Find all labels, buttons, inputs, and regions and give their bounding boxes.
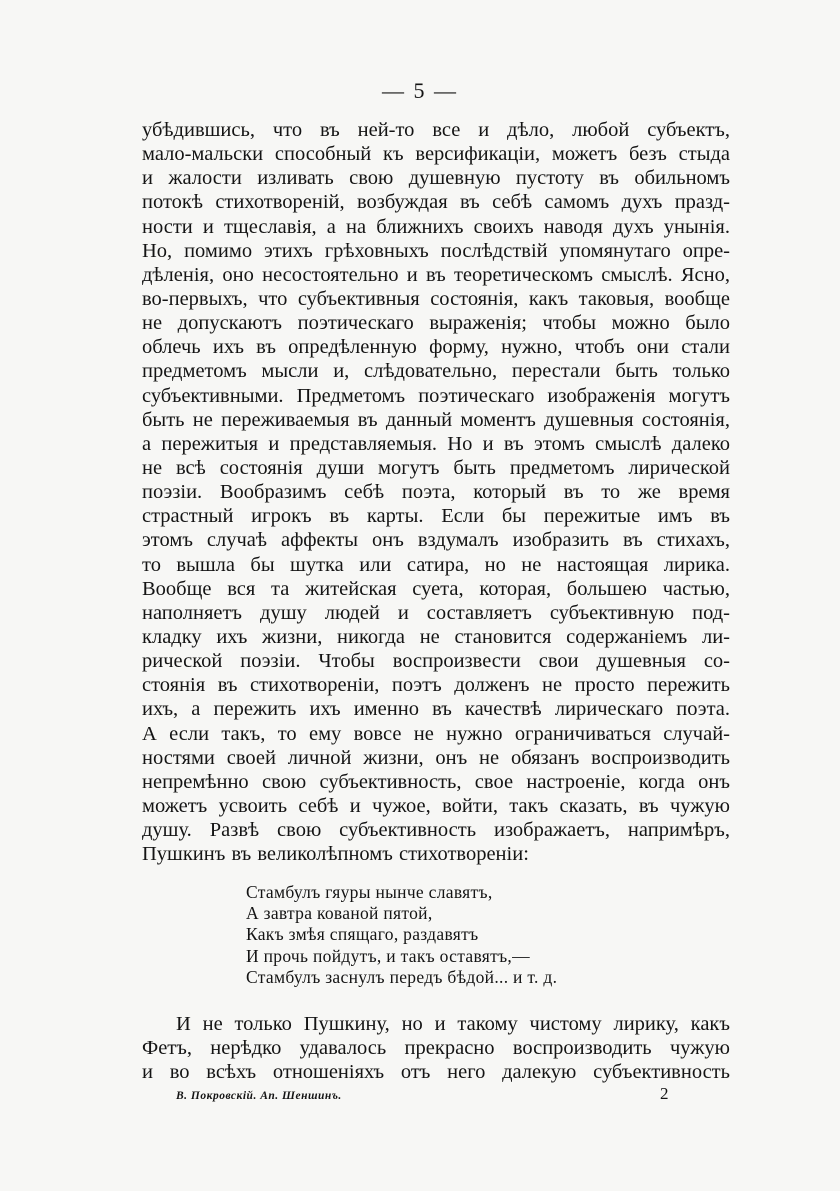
text-line: поэзіи. Вообразимъ себѣ поэта, который въ то же время <box>142 481 730 504</box>
text-line: ностями своей личной жизни, онъ не обязанъ воспроизводить <box>142 746 730 769</box>
text-line: и жалости изливать свою душевную пустоту въ обильномъ <box>142 167 730 190</box>
text-line: кладку ихъ жизни, никогда не становится содержаніемъ ли- <box>142 625 730 648</box>
text-line: рической поэзіи. Чтобы воспроизвести свои душевныя со- <box>142 650 730 673</box>
text-line: то вышла бы шутка или сатира, но не настоящая лирика. <box>142 553 730 576</box>
text-line: страстный игрокъ въ карты. Если бы пережитые имъ въ <box>142 505 730 528</box>
text-line: наполняетъ душу людей и составляетъ субъективную под- <box>142 601 730 624</box>
text-line: предметомъ мысли и, слѣдовательно, перестали быть только <box>142 360 730 383</box>
verse-line: Стамбулъ гяуры нынче славятъ, <box>246 882 493 902</box>
text-line: ихъ, а пережить ихъ именно въ качествѣ лирическаго поэта. <box>142 698 730 721</box>
text-line: потокѣ стихотвореній, возбуждая въ себѣ самомъ духъ празд- <box>142 191 730 214</box>
verse-line: Стамбулъ заснулъ передъ бѣдой... и т. д. <box>246 966 558 987</box>
text-line: И не только Пушкину, но и такому чистому лирику, какъ <box>176 1013 730 1035</box>
text-line: этомъ случаѣ аффекты онъ вздумалъ изобразить въ стихахъ, <box>142 529 730 552</box>
closing-paragraph <box>142 1012 730 1084</box>
text-line: Вообще вся та житейская суета, которая, большею частью, <box>142 577 730 600</box>
text-line: душу. Развѣ свою субъективность изображаетъ, напримѣръ, <box>142 819 730 842</box>
text-line: Пушкинъ въ великолѣпномъ стихотвореніи: <box>142 843 529 866</box>
text-line: дѣленія, оно несостоятельно и въ теоретическомъ смыслѣ. Ясно, <box>142 263 730 286</box>
text-line: быть не переживаемыя въ данный моментъ душевныя состоянія, <box>142 408 730 431</box>
text-line: мало-мальски способный къ версификаціи, можетъ безъ стыда <box>142 143 730 166</box>
page-number-header: — 5 — <box>382 78 458 103</box>
text-line: убѣдившись, что въ ней-то все и дѣло, любой субъектъ, <box>142 119 730 141</box>
verse-line: Какъ змѣя спящаго, раздавятъ <box>246 924 479 945</box>
footer-signature: В. Покровскій. Ап. Шеншинъ. <box>176 1090 342 1102</box>
text-line: непремѣнно свою субъективность, свое настроеніе, когда онъ <box>142 770 730 793</box>
text-line: и во всѣхъ отношеніяхъ отъ него далекую субъективность <box>142 1061 730 1084</box>
text-line: Но, помимо этихъ грѣховныхъ послѣдствій упомянутаго опре- <box>142 239 730 262</box>
text-line: во-первыхъ, что субъективныя состоянія, какъ таковыя, вообще <box>142 287 730 310</box>
text-line: ности и тщеславія, а на ближнихъ своихъ наводя духъ унынія. <box>142 215 730 238</box>
text-line: можетъ усвоить себѣ и чужое, войти, такъ сказать, въ чужую <box>142 794 730 817</box>
text-line: не допускаютъ поэтическаго выраженія; чтобы можно было <box>142 312 730 335</box>
text-line: А если такъ, то ему вовсе не нужно ограничиваться случай- <box>142 722 730 745</box>
text-line: не всѣ состоянія души могутъ быть предметомъ лирической <box>142 456 730 479</box>
text-line: а пережитыя и представляемыя. Но и въ этомъ смыслѣ далеко <box>142 432 730 455</box>
verse-line: И прочь пойдутъ, и такъ оставятъ,— <box>246 945 530 966</box>
text-line: стоянія въ стихотвореніи, поэтъ долженъ не просто пережить <box>142 674 730 697</box>
verse-line: А завтра кованой пятой, <box>246 903 433 924</box>
text-line: Фетъ, нерѣдко удавалось прекрасно воспроизводить чужую <box>142 1037 730 1060</box>
footer-sheet-number: 2 <box>660 1084 669 1103</box>
text-line: субъективными. Предметомъ поэтическаго изображенія могутъ <box>142 384 730 407</box>
verse-quote <box>246 882 676 988</box>
main-paragraph <box>142 118 730 866</box>
text-line: облечь ихъ въ опредѣленную форму, нужно, чтобъ они стали <box>142 336 730 359</box>
